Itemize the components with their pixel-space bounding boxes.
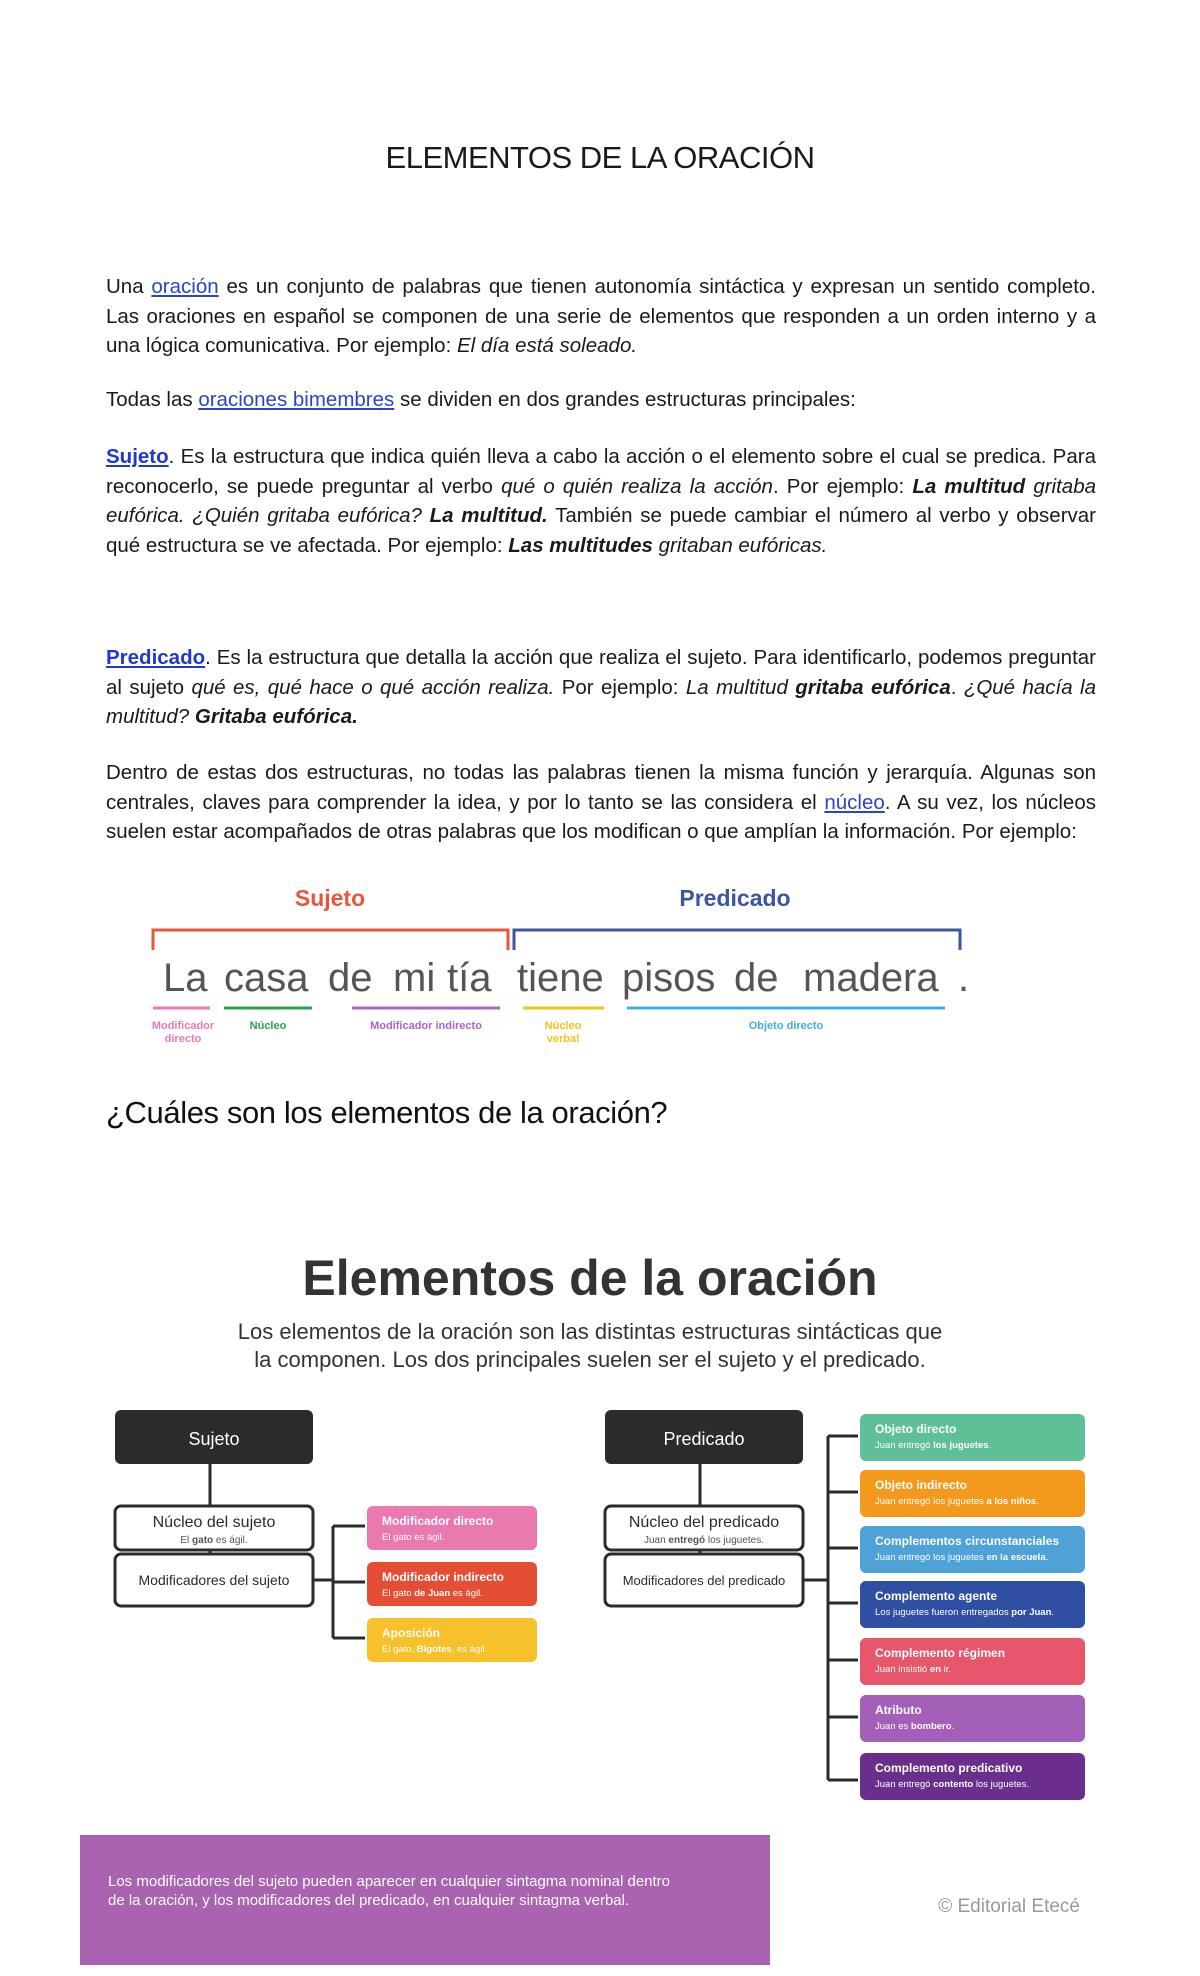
modifier-title: Modificador indirecto [382,1570,505,1584]
document-title: ELEMENTOS DE LA ORACIÓN [385,140,815,175]
modifier-title: Objeto directo [875,1422,957,1436]
text: Todas las [106,388,199,411]
text: Por ejemplo: [554,675,686,699]
role-label: Objeto directo [748,1020,824,1032]
nucleo-predicado-title: Núcleo del predicado [628,1514,780,1531]
role-label: verbal [546,1033,580,1045]
infographic-subtitle: Los elementos de la oración son las distintas estructuras sintácticas que [237,1319,943,1344]
ex-highlight: por Juan [1011,1607,1052,1618]
word: de [328,956,373,1000]
modifier-title: Complementos circunstanciales [875,1534,1060,1548]
ex-text: Juan es [875,1721,911,1732]
sujeto-tree [115,1410,537,1662]
bimembres-paragraph [106,385,1096,415]
modifier-example [875,1779,1029,1790]
italic-text: gritaban eufóricas. [652,533,828,557]
footer-note: de la oración, y los modificadores del predicado, en cualquier sintagma verbal. [108,1892,630,1909]
ex-text: . [988,1440,992,1451]
role-labels [152,1020,824,1045]
ex-highlight: los juguetes [933,1440,989,1451]
italic-text: ¿Qué hacía la multitud? [106,675,1096,728]
italic-text: qué o quién realiza la acción [501,474,773,498]
modifier-example [875,1552,1048,1563]
modifier-title: Complemento predicativo [875,1761,1023,1775]
nucleo-predicado-example [644,1535,764,1546]
text: . Por ejemplo: [772,474,913,498]
ex-text: Los juguetes fueron entregados [875,1607,1012,1618]
infographic-subtitle: la componen. Los dos principales suelen ser el sujeto y el predicado. [254,1347,926,1372]
ex-text: Juan [643,1535,669,1546]
italic-text: qué es, qué hace o qué acción realiza. [191,675,555,699]
ex-highlight: en la escuela [986,1552,1046,1563]
modifier-example [382,1588,483,1599]
predicado-header: Predicado [663,1429,745,1449]
italic-text: La multitud [685,675,796,699]
ex-text: El [180,1535,193,1546]
modifier-box [367,1506,537,1550]
link-nucleo[interactable]: núcleo [824,790,885,814]
bold-italic-text: La multitud. [429,504,548,527]
predicado-tree [605,1410,1085,1800]
modifier-title: Complemento régimen [875,1646,1006,1660]
text: . [950,675,964,699]
modifier-title: Atributo [875,1703,922,1717]
ex-highlight: en [929,1664,942,1675]
bold-italic-text: gritaba eufórica [795,675,951,699]
predicate-bracket [514,930,960,950]
sujeto-paragraph [106,442,1096,560]
text: es un conjunto de palabras que tienen autonomía sintáctica y expresan un sentido completo. Las oraciones en español se componen de una serie de elementos que responden a un orden interno y a una lógica comunicativa. Por ejemplo: [106,275,1096,357]
link-oraciones-bimembres[interactable]: oraciones bimembres [198,388,395,411]
text: También se puede cambiar el número al verbo y observar qué estructura se ve afectada. Por ejemplo: [106,504,1096,557]
word: mi [393,956,436,1000]
italic-text: gritaba eufórica. ¿Quién gritaba eufórica? [106,474,1097,527]
word: tía [447,956,492,1000]
word: La [163,956,208,1000]
ex-text: . [1036,1496,1039,1507]
role-label: Modificador indirecto [370,1020,482,1032]
modifier-title: Aposición [382,1626,441,1640]
intro-paragraph [106,272,1096,361]
ex-highlight: contento [933,1779,974,1790]
bold-italic-text: Gritaba eufórica. [194,705,358,728]
ex-text: . [951,1721,955,1732]
ex-text: Juan entregó los juguetes [875,1552,987,1563]
link-sujeto[interactable]: Sujeto [106,445,169,468]
link-predicado[interactable]: Predicado [106,646,206,669]
sujeto-modifier-list [367,1506,537,1662]
subject-label: Sujeto [294,885,366,911]
ex-text: El [382,1532,391,1543]
ex-text: Juan insistió [875,1664,930,1675]
nucleo-sujeto-example [180,1535,247,1546]
text: Una [106,275,152,298]
subject-bracket [153,930,508,950]
example-text: El día está soleado. [456,334,638,357]
ex-text: Juan entregó los juguetes [875,1496,987,1507]
link-oracion[interactable]: oración [151,275,219,298]
modificadores-predicado: Modificadores del predicado [622,1573,786,1588]
ex-text: Juan entregó [875,1779,934,1790]
modifier-example [382,1644,487,1655]
word: madera [803,956,939,1000]
ex-text: los juguetes. [705,1535,765,1546]
sujeto-branches [313,1526,365,1638]
ex-text: El gato, [382,1644,417,1655]
predicado-branches [803,1436,858,1780]
modificadores-sujeto: Modificadores del sujeto [138,1572,290,1588]
role-label: Núcleo [249,1020,287,1032]
predicado-paragraph [106,643,1096,732]
text: se dividen en dos grandes estructuras principales: [394,388,856,411]
ex-text: , es ágil. [451,1644,488,1655]
ex-highlight: entregó [668,1535,706,1546]
role-label: directo [164,1033,202,1045]
nucleo-sujeto-title: Núcleo del sujeto [152,1514,276,1531]
ex-text: . [1051,1607,1055,1618]
role-label: Núcleo [544,1020,582,1032]
text: . Es la estructura que indica quién lleva a cabo la acción o el elemento sobre el cual se predica. Para reconocerlo, se puede preguntar al verbo [106,445,1096,498]
infographic-title: Elementos de la oración [302,1250,878,1306]
ex-text: es ágil. [450,1588,483,1599]
modifier-title: Objeto indirecto [875,1478,968,1492]
text: . A su vez, los núcleos suelen estar acompañados de otras palabras que los modifican o que amplían la información. Por ejemplo: [106,790,1096,843]
word: pisos [622,956,716,1000]
modifier-title: Complemento agente [875,1589,998,1603]
ex-highlight: gato [192,1535,214,1546]
nucleo-paragraph [106,758,1096,847]
word: de [734,956,779,1000]
sentence-words [163,956,969,1000]
bold-italic-text: Las multitudes [508,533,653,557]
role-label: Modificador [151,1020,215,1032]
modifier-example [875,1721,954,1732]
modifier-example [875,1664,951,1675]
ex-text: es ágil. [213,1535,248,1546]
footer-note: Los modificadores del sujeto pueden aparecer en cualquier sintagma nominal dentro [108,1873,671,1890]
ex-text: los juguetes. [973,1779,1030,1790]
sujeto-header: Sujeto [188,1429,240,1449]
modifier-box [367,1618,537,1662]
sentence-diagram [140,868,1010,1068]
text: . Es la estructura que detalla la acción que realiza el sujeto. Para identificarlo, podemos preguntar al sujeto [106,646,1096,699]
predicate-label: Predicado [679,885,791,911]
ex-text: El gato [382,1588,415,1599]
text: Dentro de estas dos estructuras, no todas las palabras tienen la misma función y jerarquía. Algunas son centrales, claves para comprender la idea, y por lo tanto se las considera el [106,761,1096,814]
word: casa [224,956,309,1000]
word: . [958,956,970,1000]
ex-highlight: a los niños [986,1496,1037,1507]
ex-highlight: de Juan [414,1588,451,1599]
predicado-modifier-list [860,1414,1085,1800]
ex-text: ir. [941,1664,952,1675]
modifier-example [382,1532,444,1543]
ex-text: gato es ágil. [390,1532,445,1543]
ex-highlight: bombero [910,1721,952,1732]
modifier-example [875,1607,1054,1618]
infographic [80,1240,1120,1970]
section-heading: ¿Cuáles son los elementos de la oración? [106,1095,668,1130]
ex-text: . [1045,1552,1049,1563]
ex-highlight: Bigotes [416,1644,452,1655]
modifier-example [875,1496,1039,1507]
modifier-box [367,1562,537,1606]
credit: © Editorial Etecé [938,1896,1080,1917]
ex-text: Juan entregó [875,1440,934,1451]
modifier-example [875,1440,991,1451]
word: tiene [517,956,604,1000]
modifier-title: Modificador directo [382,1514,494,1528]
bold-italic-text: La multitud [912,474,1026,498]
